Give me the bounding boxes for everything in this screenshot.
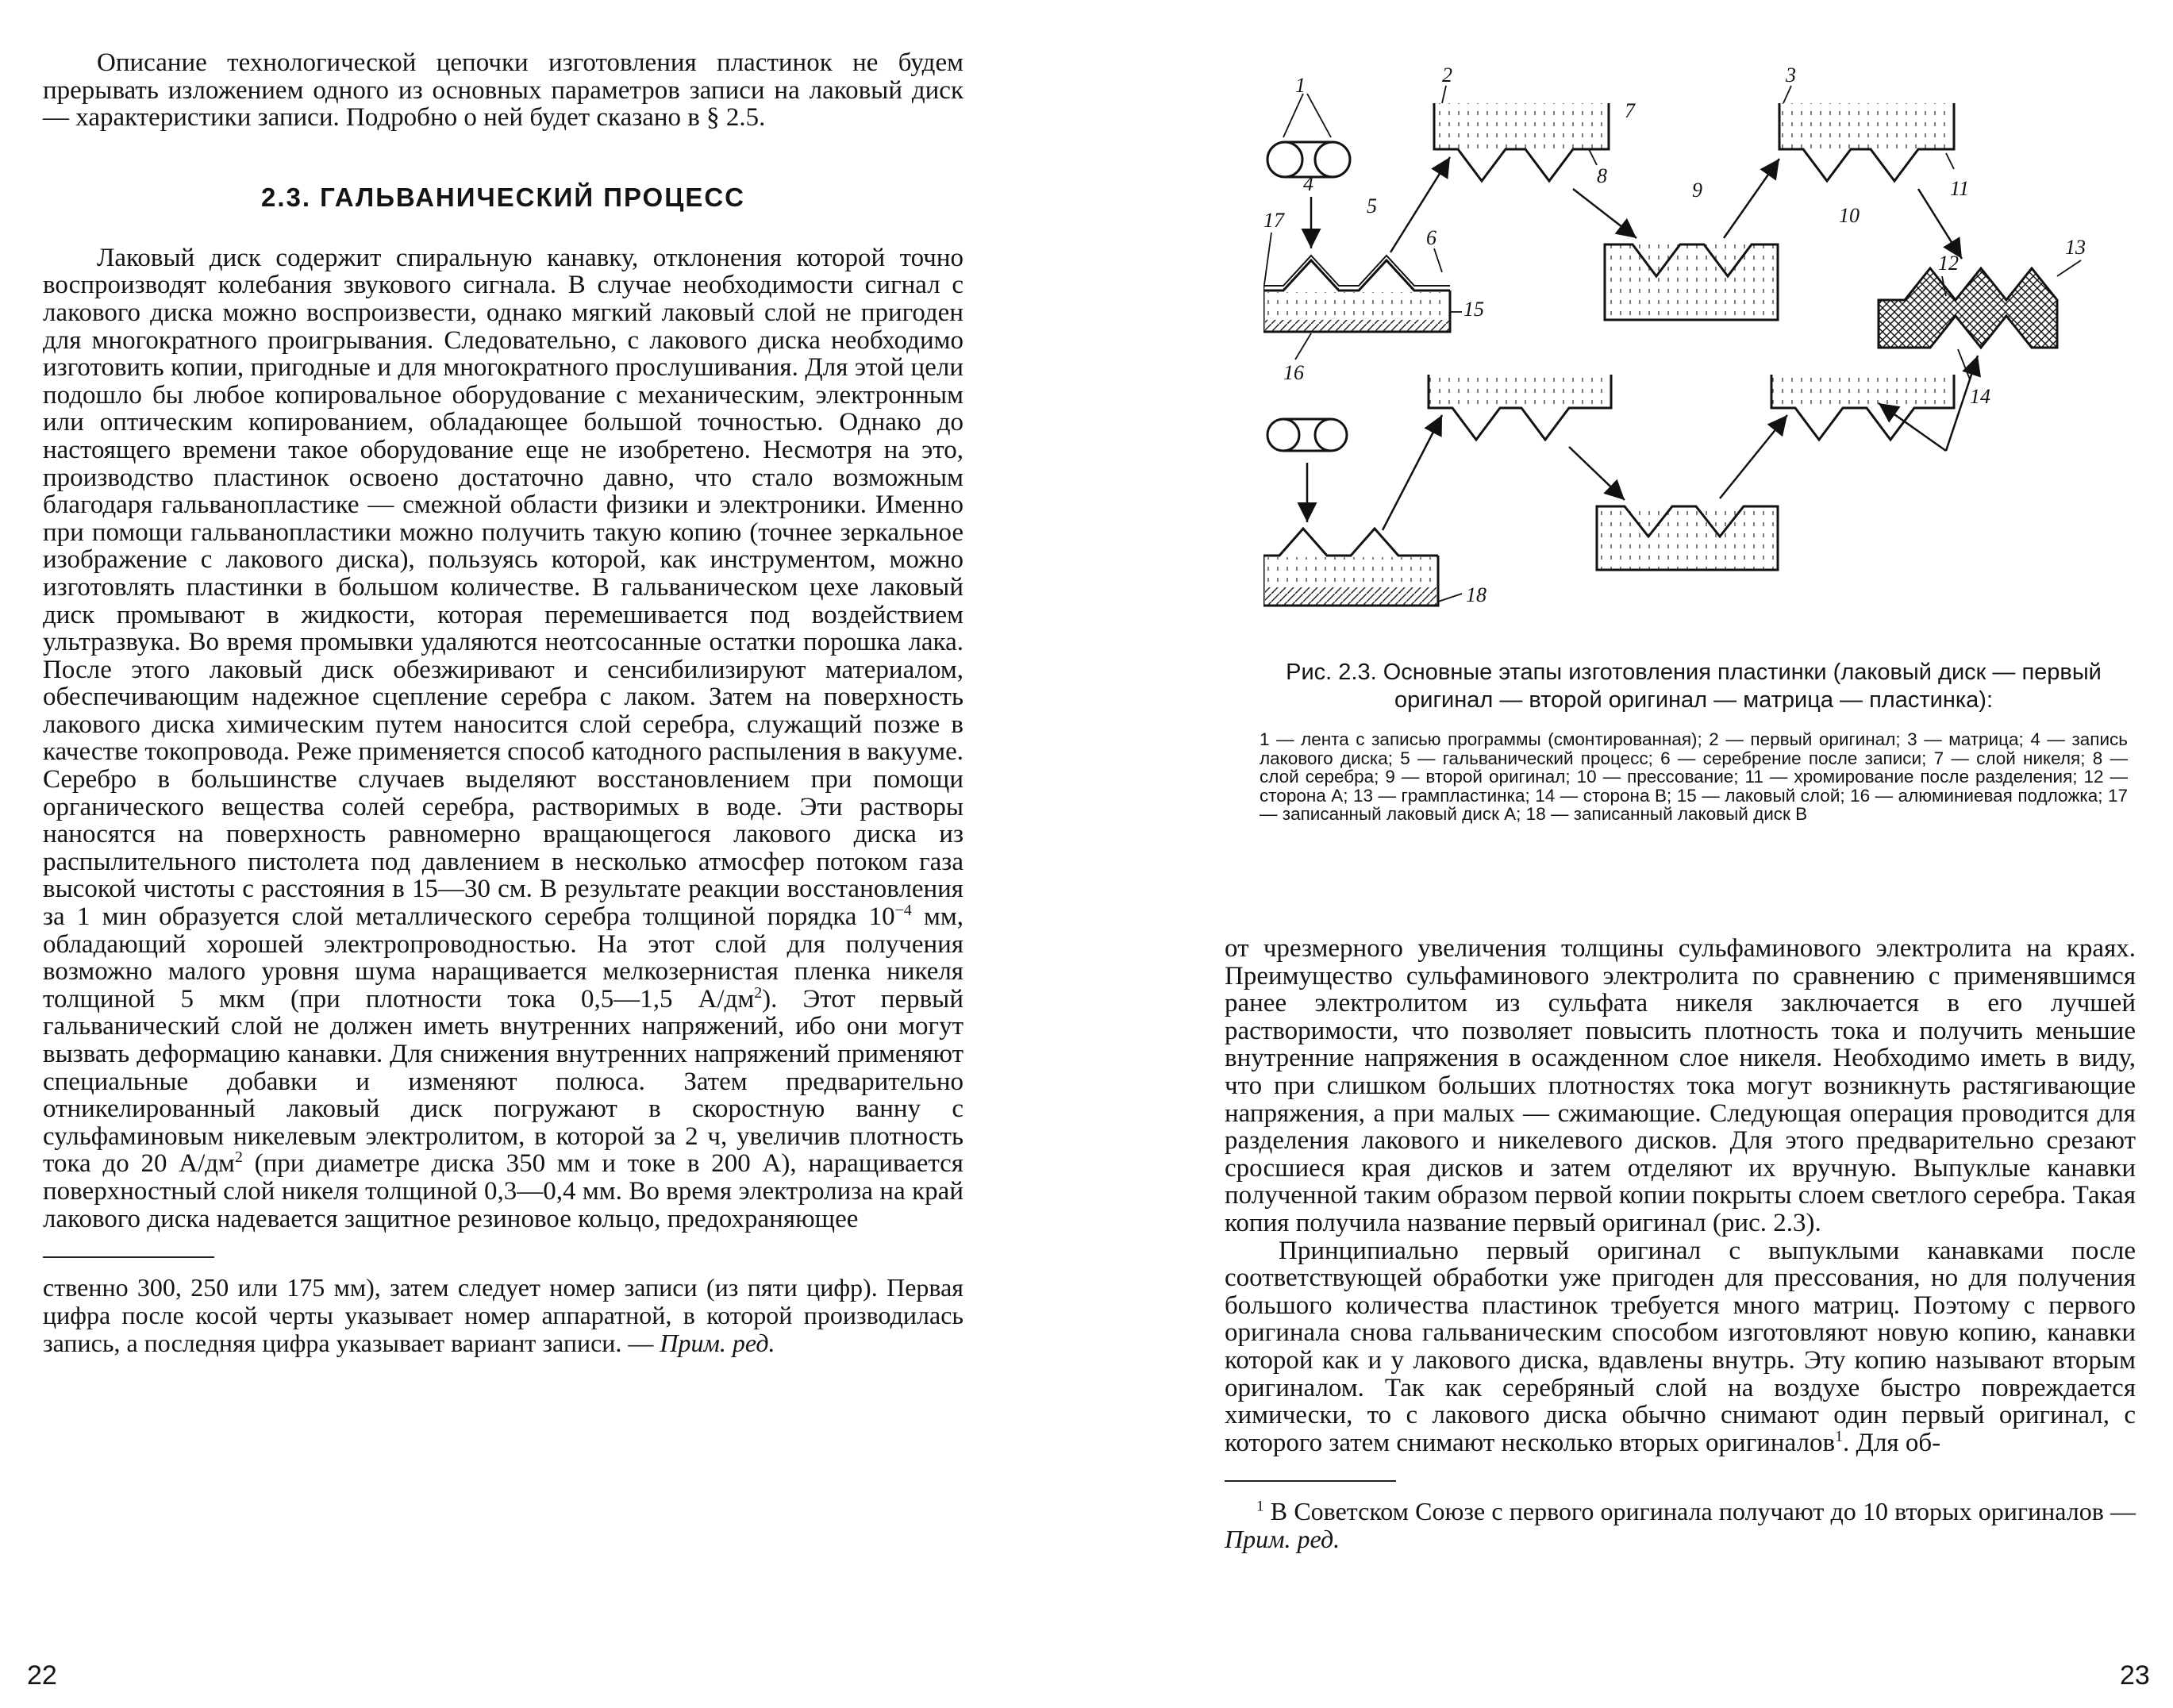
footnote-right-text: В Советском Союзе с первого оригинала получают до 10 вторых оригиналов — xyxy=(1263,1497,2136,1526)
fig-label-12: 12 xyxy=(1938,252,1959,275)
right-page xyxy=(1086,0,2173,1708)
fig-label-1: 1 xyxy=(1295,74,1306,97)
section-title: 2.3. ГАЛЬВАНИЧЕСКИЙ ПРОЦЕСС xyxy=(260,182,746,212)
first-original-b xyxy=(1429,375,1611,440)
footnote-right-note: Прим. ред. xyxy=(1225,1525,1340,1554)
page-number-left: 22 xyxy=(27,1660,57,1691)
footnote-rule xyxy=(43,1256,214,1258)
right-paragraph-1: от чрезмерного увеличения толщины сульфаминового электролита на краях. Преимущество сульфаминового электролита по сравнению с применявшимся ранее электролитом из сульфата никеля заключается в его лучшей растворимости, что позволяет повысить плотность тока и получить меньшие внутренние напряжения в осажденном слое никеля. Необходимо иметь в виду, что при слишком больших плотностях тока могут возникнуть растягивающие напряжения, а при малых — сжимающие. Следующая операция проводится для разделения лакового и никелевого дисков. Для этого предварительно срезают сросшиеся края дисков и затем отделяют их вручную. Выпуклые канавки полученной таким образом первой копии покрыты слоем светлого серебра. Такая копия получила название первый оригинал (рис. 2.3). xyxy=(1225,934,2136,1237)
footnote-mark: 1 xyxy=(1256,1498,1264,1515)
right-text-column xyxy=(1225,935,2136,1553)
footnote-rule-right xyxy=(1225,1480,1396,1482)
exponent-1: −4 xyxy=(894,902,912,920)
fig-label-17: 17 xyxy=(1263,209,1284,232)
fig-label-8: 8 xyxy=(1597,164,1607,187)
fig-label-13: 13 xyxy=(2065,236,2086,259)
footnote-reference: 1 xyxy=(1835,1427,1843,1445)
page-number-right: 23 xyxy=(2120,1660,2150,1691)
caption-title: Рис. 2.3. Основные этапы изготовления пластинки (лаковый диск — первый оригинал — второй оригинал — матрица — пластинка): xyxy=(1286,660,2102,713)
main-text-part-3: ). Этот первый гальванический слой не должен иметь внутренних напряжений, ибо они могут вызвать деформацию канавки. Для снижения внутренних напряжений применяют специальные добавки и изменяют полюса. Затем предварительно отникелированный лаковый диск погружают в скоростную ванну с сульфаминовым никелевым электролитом, в которой за 2 ч, увеличив плотность тока до 20 А/дм xyxy=(43,984,963,1179)
fig-label-2: 2 xyxy=(1442,63,1452,87)
tape-reels-bottom xyxy=(1267,419,1347,451)
fig-label-5: 5 xyxy=(1367,194,1377,217)
fig-label-16: 16 xyxy=(1283,361,1304,384)
process-arrows xyxy=(1307,157,1978,530)
fig-label-10: 10 xyxy=(1839,204,1860,227)
fig-label-3: 3 xyxy=(1786,63,1796,87)
lacquer-disc-b xyxy=(1263,529,1438,606)
fig-label-15: 15 xyxy=(1463,298,1484,321)
second-original xyxy=(1605,244,1778,320)
intro-paragraph: Описание технологической цепочки изготовления пластинок не будем прерывать изложением одного из основных параметров записи на лаковый диск — характеристики записи. Подробно о ней будет сказано в § 2.5. xyxy=(43,48,963,133)
footnote-left-note: Прим. ред. xyxy=(660,1329,775,1358)
footnote-right xyxy=(1225,1498,2136,1553)
caption-legend: 1 — лента с записью программы (смонтированная); 2 — первый оригинал; 3 — матрица; 4 — запись лакового диска; 5 — гальванический процесс; 6 — серебрение после записи; 7 — слой никеля; 8 — слой серебра; 9 — второй оригинал; 10 — прессование; 11 — хромирование после разделения; 12 — сторона А; 13 — грампластинка; 14 — сторона В; 15 — лаковый слой; 16 — алюминиевая подложка; 17 — записанный лаковый диск А; 18 — записанный лаковый диск В xyxy=(1260,729,2128,825)
exponent-3: 2 xyxy=(234,1148,243,1167)
matrix xyxy=(1779,103,1954,181)
figure-caption xyxy=(1245,659,2142,824)
left-page xyxy=(0,0,1086,1708)
fig-label-11: 11 xyxy=(1950,177,1970,200)
figure-2-3-diagram xyxy=(1263,54,2105,625)
second-original-b xyxy=(1597,506,1778,570)
fig-label-14: 14 xyxy=(1970,385,1990,408)
right-paragraph-2 xyxy=(1225,1237,2136,1457)
lacquer-disc-a xyxy=(1263,256,1450,332)
fig-label-9: 9 xyxy=(1692,179,1702,202)
fig-label-18: 18 xyxy=(1466,583,1486,606)
left-text-column xyxy=(43,49,963,1357)
fig-label-7: 7 xyxy=(1625,99,1635,122)
matrix-b xyxy=(1771,375,1954,440)
fig-label-6: 6 xyxy=(1426,226,1436,249)
first-original xyxy=(1434,103,1609,181)
exponent-2: 2 xyxy=(754,983,763,1002)
right-paragraph-2-text: Принципиально первый оригинал с выпуклыми канавками после соответствующей обработки уже пригоден для прессования, но для получения большого количества пластинок требуется много матриц. Поэтому с первого оригинала снова гальваническим способом изготовляют новую копию, канавки которой как и у лакового диска, вдавлены внутрь. Эту копию называют вторым оригиналом. Так как серебряный слой на воздухе быстро повреждается химически, то с лакового диска обычно снимают один первый оригинал, с которого затем снимают несколько вторых оригиналов xyxy=(1225,1236,2136,1457)
main-paragraph xyxy=(43,244,963,1233)
fig-label-4: 4 xyxy=(1303,172,1313,195)
record-disc xyxy=(1879,268,2057,348)
main-text-part-2: мм, обладающий хорошей электропроводностью. На этот слой для получения возможно малого уровня шума наращивается мелкозернистая пленка никеля толщиной 5 мкм (при плотности тока 0,5—1,5 А/дм xyxy=(43,902,963,1014)
main-text-part-4: (при диаметре диска 350 мм и токе в 200 А), наращивается поверхностный слой никеля толщиной 0,3—0,4 мм. Во время электролиза на край лакового диска надевается защитное резиновое кольцо, предохраняющее xyxy=(43,1149,963,1233)
footnote-left xyxy=(43,1274,963,1357)
main-text-part-1: Лаковый диск содержит спиральную канавку, отклонения которой точно воспроизводят колебания звукового сигнала. В случае необходимости сигнал с лакового диска можно воспроизвести, однако мягкий лаковый слой не пригоден для многократного проигрывания. Следовательно, с лакового диска необходимо изготовить копии, пригодные и для многократного прослушивания. Для этой цели подошло бы любое копировальное оборудование с механическим, электронным или оптическим копированием, обладающее большой точностью. Однако до настоящего времени такое оборудование еще не изобретено. Несмотря на это, производство пластинок освоено достаточно давно, что стало возможным благодаря гальванопластике — смежной области физики и электроники. Именно при помощи гальванопластики можно получить такую копию (точнее зеркальное изображение с лакового диска), пользуясь которой, как инструментом, можно изготовлять пластинки в большом количестве. В гальваническом цехе лаковый диск промывают в жидкости, которая перемешивается под воздействием ультразвука. Во время промывки удаляются неотсосанные остатки порошка лака. После этого лаковый диск обезжиривают и сенсибилизируют материалом, обеспечивающим надежное сцепление серебра с лаком. Затем на поверхность лакового диска химическим путем наносится слой серебра, служащий позже в качестве токопровода. Реже применяется способ катодного распыления в вакууме. Серебро в большинстве случаев выделяют восстановлением при помощи органического вещества солей серебра, растворимых в воде. Эти растворы наносятся на поверхность равномерно вращающегося лакового диска из распылительного пистолета под давлением в несколько атмосфер потоком газа высокой чистоты с расстояния в 15—30 см. В результате реакции восстановления за 1 мин образуется слой металлического серебра толщиной порядка 10 xyxy=(43,243,963,932)
footnote-left-text: ственно 300, 250 или 175 мм), затем следует номер записи (из пяти цифр). Первая цифра после косой черты указывает номер аппаратной, в которой производилась запись, а последняя цифра указывает вариант записи. — xyxy=(43,1273,963,1358)
right-paragraph-2-end: . Для об- xyxy=(1842,1428,1941,1457)
